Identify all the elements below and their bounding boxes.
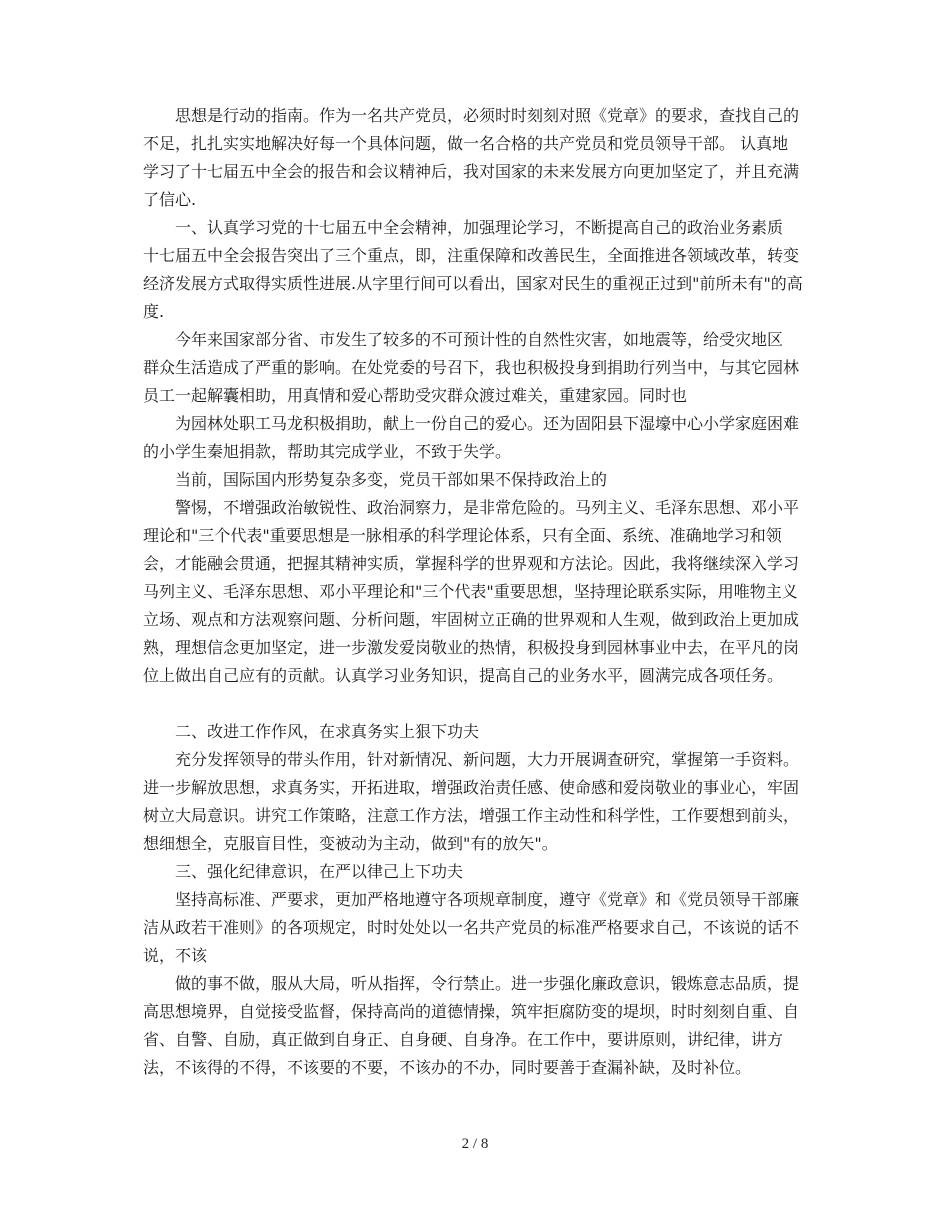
text-line: 位上做出自己应有的贡献。认真学习业务知识，提高自己的业务水平，圆满完成各项任务。 (143, 666, 784, 685)
text-line: 洁从政若干准则》的各项规定，时时处处以一名共产党员的标准严格要求自己，不该说的话不 (143, 918, 800, 937)
text-line: 学习了十七届五中全会的报告和会议精神后，我对国家的未来发展方向更加坚定了，并且充满 (143, 162, 800, 181)
text-line: 三、强化纪律意识，在严以律己上下功夫 (175, 862, 464, 881)
text-line: 群众生活造成了严重的影响。在处党委的号召下，我也积极投身到捐助行列当中，与其它园林 (143, 358, 800, 377)
text-line: 经济发展方式取得实质性进展.从字里行间可以看出，国家对民生的重视正过到"前所未有"的高 (143, 274, 803, 293)
page-number: 2 / 8 (461, 1136, 489, 1152)
text-line: 省、自警、自励，真正做到自身正、自身硬、自身净。在工作中，要讲原则，讲纪律，讲方 (143, 1030, 784, 1049)
text-line: 高思想境界，自觉接受监督，保持高尚的道德情操，筑牢拒腐防变的堤坝，时时刻刻自重、自 (143, 1002, 800, 1021)
text-line: 度. (143, 302, 165, 321)
text-line: 十七届五中全会报告突出了三个重点，即，注重保障和改善民生，全面推进各领域改革，转变 (143, 246, 800, 265)
text-line: 树立大局意识。讲究工作策略，注意工作方法，增强工作主动性和科学性，工作要想到前头， (143, 806, 800, 825)
text-line: 充分发挥领导的带头作用，针对新情况、新问题，大力开展调查研究，掌握第一手资料。 (175, 750, 800, 769)
text-line: 的小学生秦旭捐款，帮助其完成学业，不致于失学。 (143, 442, 512, 461)
text-line: 做的事不做，服从大局，听从指挥，令行禁止。进一步强化廉政意识，锻炼意志品质，提 (175, 974, 800, 993)
text-line: 法，不该得的不得，不该要的不要，不该办的不办，同时要善于查漏补缺，及时补位。 (143, 1058, 752, 1077)
text-line: 坚持高标准、严要求，更加严格地遵守各项规章制度，遵守《党章》和《党员领导干部廉 (175, 890, 800, 909)
text-line: 为园林处职工马龙积极捐助，献上一份自己的爱心。还为固阳县下湿壕中心小学家庭困难 (175, 414, 800, 433)
text-line: 不足，扎扎实实地解决好每一个具体问题，做一名合格的共产党员和党员领导干部。 认真地 (143, 134, 789, 153)
text-line: 了信心. (143, 190, 197, 209)
text-line: 思想是行动的指南。作为一名共产党员，必须时时刻刻对照《党章》的要求，查找自己的 (175, 106, 800, 125)
text-line: 说，不该 (143, 946, 208, 965)
text-line: 二、改进工作作风，在求真务实上狠下功夫 (175, 722, 480, 741)
text-line: 马列主义、毛泽东思想、邓小平理论和"三个代表"重要思想，坚持理论联系实际，用唯物主义 (143, 582, 798, 601)
text-line: 今年来国家部分省、市发生了较多的不可预计性的自然性灾害，如地震等，给受灾地区 (175, 330, 784, 349)
text-line: 一、认真学习党的十七届五中全会精神，加强理论学习，不断提高自己的政治业务素质 (175, 218, 784, 237)
text-line: 警惕，不增强政治敏锐性、政治洞察力，是非常危险的。马列主义、毛泽东思想、邓小平 (175, 498, 800, 517)
text-line: 员工一起解囊相助，用真情和爱心帮助受灾群众渡过难关，重建家园。同时也 (143, 386, 688, 405)
document-body (143, 102, 815, 1082)
text-line: 进一步解放思想，求真务实，开拓进取，增强政治责任感、使命感和爱岗敬业的事业心，牢固 (143, 778, 800, 797)
text-line: 立场、观点和方法观察问题、分析问题，牢固树立正确的世界观和人生观，做到政治上更加成 (143, 610, 800, 629)
text-line: 当前，国际国内形势复杂多变，党员干部如果不保持政治上的 (175, 470, 608, 489)
text-line: 想细想全，克服盲目性，变被动为主动，做到"有的放矢"。 (143, 834, 558, 853)
text-line: 会，才能融会贯通，把握其精神实质，掌握科学的世界观和方法论。因此，我将继续深入学习 (143, 554, 800, 573)
text-line: 理论和"三个代表"重要思想是一脉相承的科学理论体系，只有全面、系统、准确地学习和领 (143, 526, 782, 545)
blank-line (143, 690, 815, 718)
text-line: 熟，理想信念更加坚定，进一步激发爱岗敬业的热情，积极投身到园林事业中去，在平凡的岗 (143, 638, 800, 657)
